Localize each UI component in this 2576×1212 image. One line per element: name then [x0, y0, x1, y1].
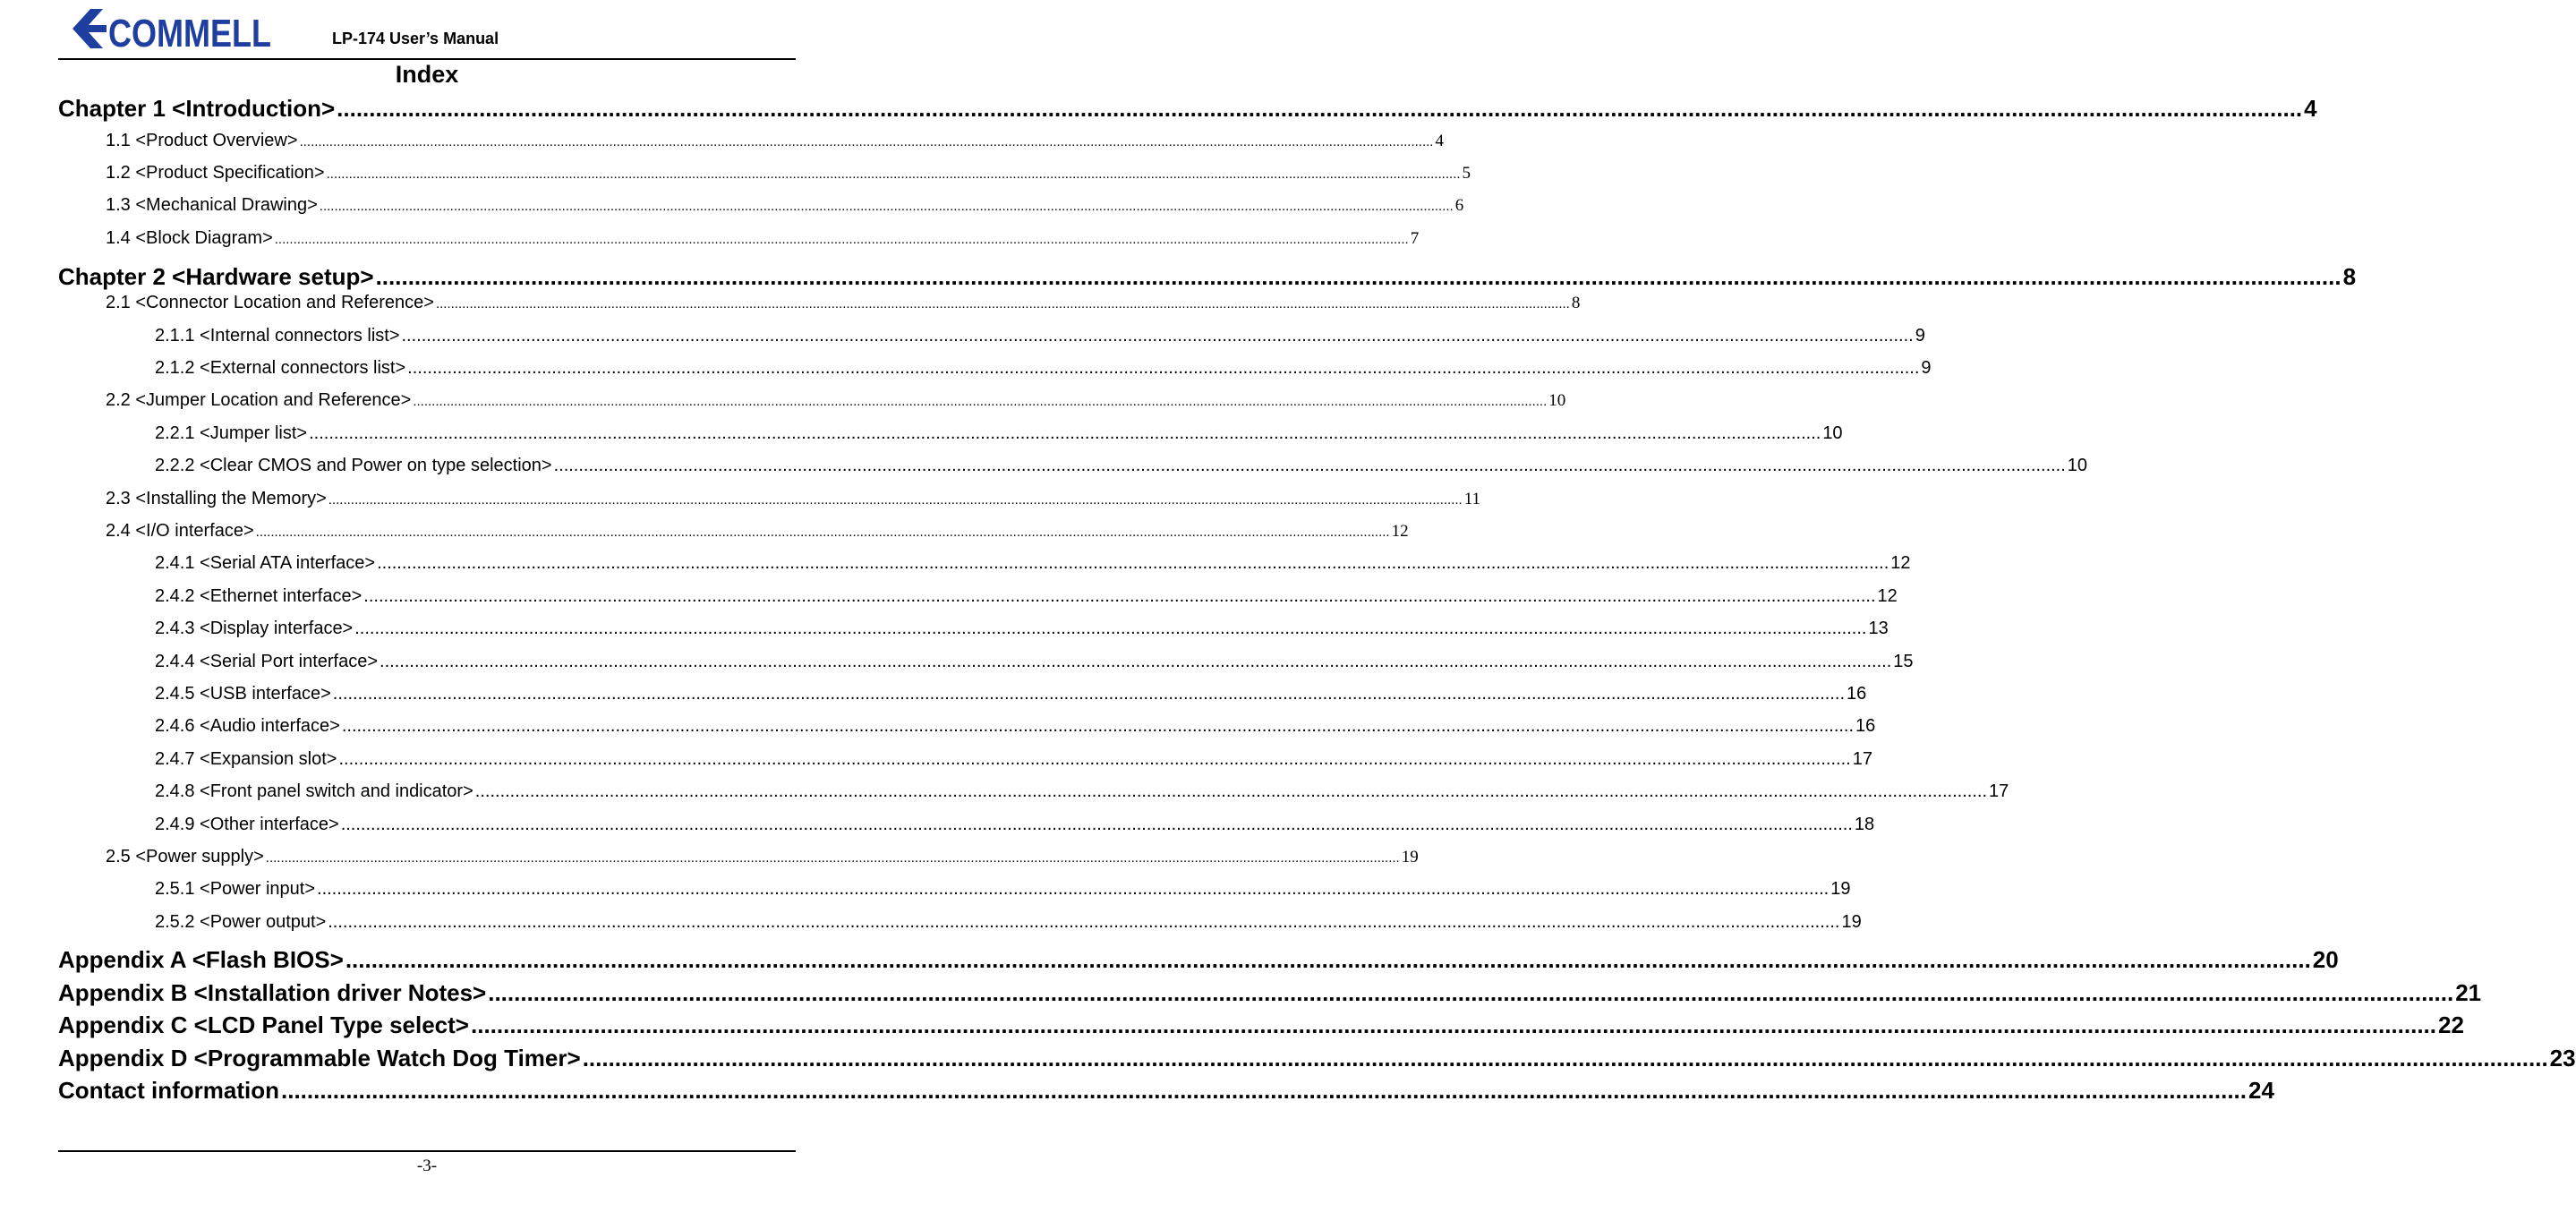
toc-entry-page: 10 — [2067, 456, 2088, 475]
toc-leader-dots — [328, 492, 1463, 508]
page-number: -3- — [416, 1157, 438, 1175]
toc-subsection-entry[interactable] — [155, 456, 2088, 476]
toc-entry-page: 17 — [1852, 749, 1872, 769]
toc-leader-dots — [338, 749, 1850, 770]
toc-section-entry[interactable] — [106, 195, 1464, 216]
page-header — [58, 0, 796, 59]
toc-entry-page: 7 — [1410, 229, 1420, 248]
toc-chapter-entry[interactable] — [58, 1077, 2274, 1105]
toc-entry-page: 19 — [1401, 848, 1419, 866]
toc-entry-label: 1.2 <Product Specification> — [106, 163, 325, 183]
toc-entry-label: 2.4.5 <USB interface> — [155, 684, 331, 704]
toc-subsection-entry[interactable] — [155, 358, 1932, 379]
toc-entry-label: 2.1.1 <Internal connectors list> — [155, 326, 400, 346]
toc-subsection-entry[interactable] — [155, 912, 1862, 933]
toc-entry-label: 2.4.3 <Display interface> — [155, 619, 354, 638]
toc-entry-page: 23 — [2549, 1045, 2576, 1071]
toc-section-entry[interactable] — [106, 390, 1566, 411]
toc-subsection-entry[interactable] — [155, 716, 1876, 737]
toc-entry-page: 5 — [1462, 164, 1471, 183]
index-title: Index — [395, 61, 459, 88]
toc-leader-dots — [376, 263, 2341, 291]
toc-entry-page: 9 — [1915, 326, 1925, 346]
toc-entry-page: 9 — [1921, 358, 1932, 378]
toc-section-entry[interactable] — [106, 847, 1419, 867]
toc-entry-label: 1.1 <Product Overview> — [106, 131, 298, 150]
toc-entry-page: 24 — [2248, 1077, 2274, 1104]
toc-entry-label: 2.4.1 <Serial ATA interface> — [155, 553, 376, 573]
toc-leader-dots — [488, 979, 2453, 1007]
toc-entry-page: 12 — [1890, 553, 1911, 573]
footer-rule — [58, 1150, 796, 1152]
toc-entry-label: 1.3 <Mechanical Drawing> — [106, 195, 318, 215]
toc-entry-page: 13 — [1868, 619, 1889, 638]
toc-leader-dots — [328, 912, 1839, 933]
toc-entry-label: 2.4.9 <Other interface> — [155, 815, 339, 834]
toc-leader-dots — [407, 358, 1919, 379]
toc-leader-dots — [377, 553, 1889, 574]
toc-leader-dots — [436, 296, 1570, 312]
toc-leader-dots — [341, 815, 1853, 835]
toc-entry-page: 16 — [1855, 716, 1876, 736]
toc-entry-label: 2.5.2 <Power output> — [155, 912, 327, 932]
toc-entry-page: 4 — [1435, 132, 1444, 150]
toc-leader-dots — [583, 1045, 2548, 1072]
toc-entry-label: 2.5 <Power supply> — [106, 847, 264, 866]
toc-entry-page: 15 — [1893, 652, 1914, 671]
toc-subsection-entry[interactable] — [155, 619, 1889, 639]
toc-entry-page: 20 — [2312, 946, 2339, 973]
toc-leader-dots — [333, 684, 1845, 704]
logo-mark-icon — [73, 9, 107, 48]
toc-leader-dots — [266, 850, 1400, 866]
manual-title: LP-174 User’s Manual — [332, 30, 499, 47]
toc-leader-dots — [317, 879, 1829, 900]
toc-subsection-entry[interactable] — [155, 423, 1843, 444]
toc-entry-label: 1.4 <Block Diagram> — [106, 228, 273, 248]
toc-leader-dots — [320, 199, 1454, 214]
toc-entry-label: 2.4.6 <Audio interface> — [155, 716, 340, 736]
toc-subsection-entry[interactable] — [155, 553, 1911, 574]
toc-section-entry[interactable] — [106, 521, 1409, 542]
toc-entry-page: 11 — [1463, 490, 1481, 508]
toc-chapter-entry[interactable] — [58, 946, 2339, 974]
toc-section-entry[interactable] — [106, 131, 1444, 151]
toc-leader-dots — [554, 456, 2066, 476]
toc-entry-label: Chapter 1 <Introduction> — [58, 95, 336, 122]
toc-entry-label: 2.1 <Connector Location and Reference> — [106, 293, 434, 312]
toc-entry-page: 8 — [2342, 263, 2357, 290]
toc-leader-dots — [354, 619, 1866, 639]
toc-subsection-entry[interactable] — [155, 586, 1898, 607]
toc-entry-label: 2.4.2 <Ethernet interface> — [155, 586, 363, 606]
toc-entry-page: 12 — [1877, 586, 1898, 606]
toc-entry-label: 2.2 <Jumper Location and Reference> — [106, 390, 412, 410]
toc-section-entry[interactable] — [106, 489, 1481, 509]
toc-subsection-entry[interactable] — [155, 326, 1925, 346]
header-rule — [58, 58, 796, 60]
toc-leader-dots — [345, 946, 2311, 974]
toc-leader-dots — [337, 95, 2302, 123]
toc-leader-dots — [475, 781, 1987, 802]
toc-entry-label: Appendix B <Installation driver Notes> — [58, 979, 487, 1006]
toc-subsection-entry[interactable] — [155, 652, 1914, 672]
toc-section-entry[interactable] — [106, 293, 1581, 313]
toc-entry-page: 19 — [1841, 912, 1862, 932]
toc-subsection-entry[interactable] — [155, 781, 2009, 802]
toc-subsection-entry[interactable] — [155, 879, 1851, 900]
toc-entry-label: 2.1.2 <External connectors list> — [155, 358, 406, 378]
toc-entry-label: 2.2.1 <Jumper list> — [155, 423, 308, 443]
toc-leader-dots — [300, 134, 1434, 149]
toc-chapter-entry[interactable] — [58, 979, 2482, 1007]
toc-entry-page: 22 — [2437, 1011, 2464, 1038]
toc-entry-label: 2.4 <I/O interface> — [106, 521, 254, 541]
toc-leader-dots — [342, 716, 1854, 737]
toc-leader-dots — [327, 166, 1461, 182]
toc-entry-page: 17 — [1989, 781, 2009, 801]
toc-entry-label: 2.4.8 <Front panel switch and indicator> — [155, 781, 473, 801]
logo-wordmark: COMMELL — [108, 12, 271, 55]
toc-chapter-entry[interactable] — [58, 263, 2357, 291]
toc-entry-page: 10 — [1548, 391, 1566, 410]
toc-chapter-entry[interactable] — [58, 95, 2317, 123]
toc-entry-page: 8 — [1571, 294, 1581, 312]
toc-leader-dots — [309, 423, 1821, 444]
toc-leader-dots — [402, 326, 1914, 346]
toc-entry-page: 19 — [1830, 879, 1851, 899]
toc-entry-page: 12 — [1391, 522, 1409, 541]
toc-leader-dots — [363, 586, 1875, 607]
toc-entry-label: 2.4.4 <Serial Port interface> — [155, 652, 379, 671]
toc-leader-dots — [380, 652, 1891, 672]
toc-entry-page: 16 — [1847, 684, 1867, 704]
toc-entry-page: 6 — [1454, 196, 1464, 215]
toc-subsection-entry[interactable] — [155, 815, 1875, 835]
toc-entry-label: Appendix D <Programmable Watch Dog Timer> — [58, 1045, 581, 1071]
toc-entry-label: Chapter 2 <Hardware setup> — [58, 263, 374, 290]
toc-section-entry[interactable] — [106, 228, 1420, 249]
toc-entry-label: Appendix C <LCD Panel Type select> — [58, 1011, 469, 1038]
toc-entry-label: Contact information — [58, 1077, 279, 1104]
toc-subsection-entry[interactable] — [155, 684, 1867, 704]
toc-entry-label: Appendix A <Flash BIOS> — [58, 946, 344, 973]
toc-leader-dots — [275, 232, 1409, 247]
toc-subsection-entry[interactable] — [155, 749, 1872, 770]
toc-entry-label: 2.5.1 <Power input> — [155, 879, 316, 899]
toc-chapter-entry[interactable] — [58, 1011, 2464, 1039]
toc-leader-dots — [413, 394, 1547, 409]
toc-leader-dots — [471, 1011, 2436, 1039]
toc-entry-page: 10 — [1822, 423, 1843, 443]
toc-leader-dots — [256, 525, 1390, 540]
commell-logo — [67, 5, 275, 55]
toc-entry-label: 2.2.2 <Clear CMOS and Power on type selection> — [155, 456, 552, 475]
toc-entry-page: 18 — [1854, 815, 1875, 834]
toc-entry-page: 21 — [2455, 979, 2482, 1006]
toc-chapter-entry[interactable] — [58, 1045, 2576, 1072]
toc-leader-dots — [281, 1077, 2247, 1105]
toc-entry-label: 2.4.7 <Expansion slot> — [155, 749, 337, 769]
toc-section-entry[interactable] — [106, 163, 1471, 184]
toc-entry-page: 4 — [2304, 95, 2317, 122]
toc-entry-label: 2.3 <Installing the Memory> — [106, 489, 327, 508]
